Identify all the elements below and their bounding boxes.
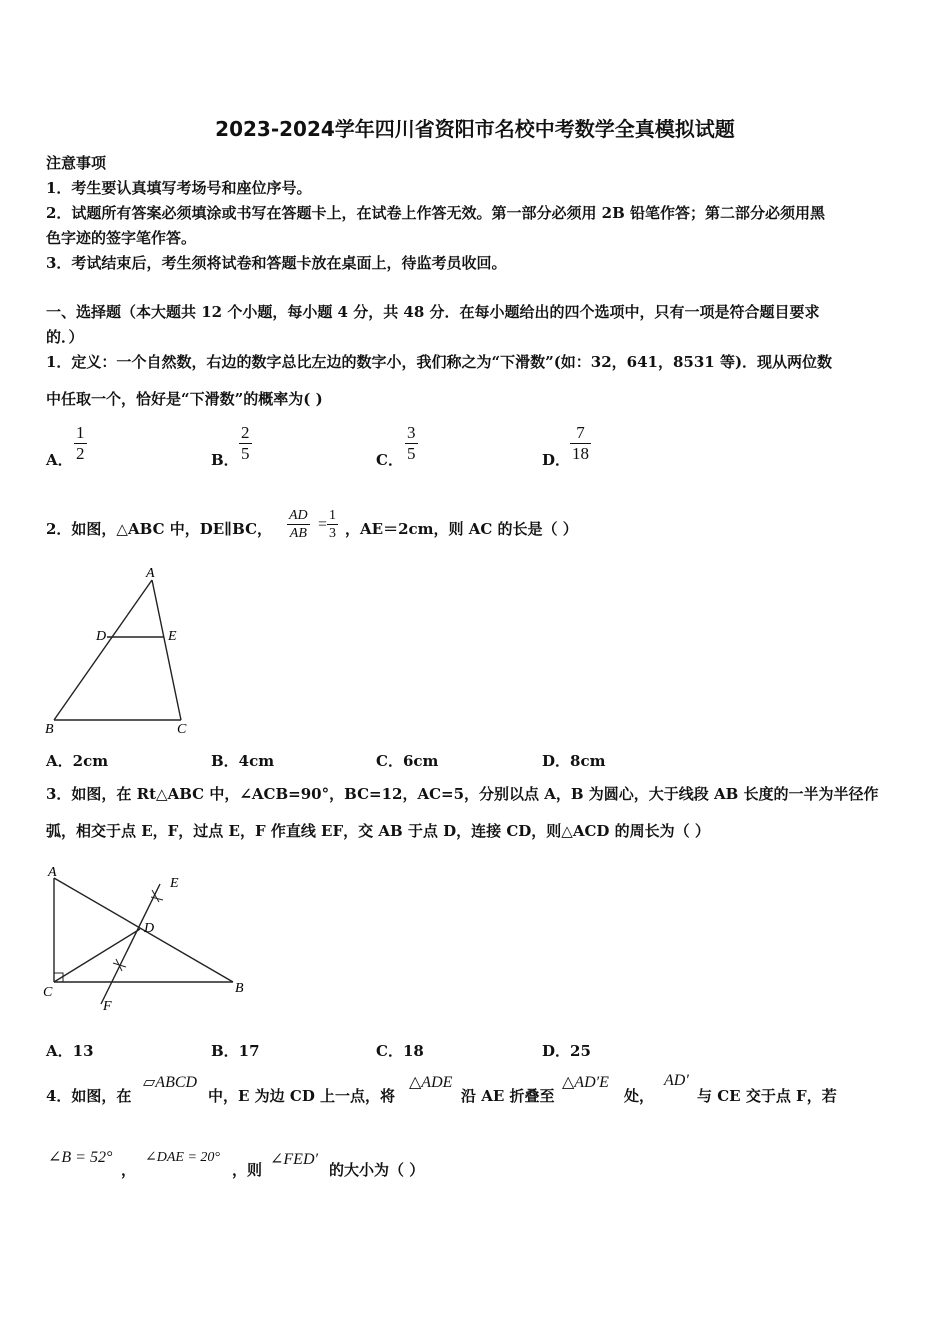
q2-side-ab (54, 580, 152, 720)
q1-option-b-label: B． (211, 451, 239, 469)
q3-option-a: A．13 (46, 1042, 94, 1060)
page-title: 2023-2024学年四川省资阳市名校中考数学全真模拟试题 (215, 117, 735, 141)
section-heading-cont: 的．） (46, 328, 84, 346)
q1-option-b-fraction: 2 5 (241, 423, 250, 463)
q2-option-a: A．2cm (46, 752, 109, 770)
q2-text-prefix: 2．如图，△ABC 中，DE∥BC， (46, 520, 273, 538)
q2-side-ac (152, 580, 181, 720)
q3-label-a: A (48, 865, 57, 880)
q1-option-c-fraction: 3 5 (407, 423, 416, 463)
q3-option-c: C．18 (376, 1042, 424, 1060)
q4-math-angle-fed: ∠FED′ (270, 1151, 319, 1168)
q1-text-cont: 中任取一个，恰好是“下滑数”的概率为( ) (46, 390, 323, 408)
q3-label-c: C (43, 985, 53, 1000)
q1-option-d-fraction: 7 18 (572, 423, 589, 463)
q4-math-parallelogram: ▱ABCD (143, 1074, 198, 1091)
q1-text: 1．定义：一个自然数，右边的数字总比左边的数字小，我们称之为“下滑数”(如：32，641，8531 等)．现从两位数 (46, 353, 833, 371)
q1-option-a-fraction: 1 2 (76, 423, 85, 463)
q3-label-e: E (170, 876, 179, 891)
q2-text-suffix: ，AE＝2cm，则 AC 的长是（ ） (345, 520, 578, 538)
q2-equals: = (318, 516, 328, 533)
q3-triangle-figure (40, 864, 260, 1014)
q4-math-angle-b: ∠B = 52° (48, 1149, 113, 1166)
q4-math-triangle-adpe: △AD′E (562, 1074, 609, 1091)
q3-label-f: F (103, 999, 112, 1014)
q3-text-cont: 弧，相交于点 E，F，过点 E，F 作直线 EF，交 AB 于点 D，连接 CD，则△ACD 的周长为（ ） (46, 822, 710, 840)
q3-option-b: B．17 (211, 1042, 260, 1060)
q3-line-ef (101, 884, 160, 1004)
q3-segment-cd (54, 929, 140, 982)
q3-option-d: D．25 (542, 1042, 591, 1060)
q2-label-b: B (45, 722, 54, 737)
notice-item: 3．考试结束后，考生须将试卷和答题卡放在桌面上，待监考员收回。 (46, 254, 507, 272)
q4-text-4: 处， (624, 1087, 655, 1105)
q4-text-1: 4．如图，在 (46, 1087, 132, 1105)
q4-text-5: 与 CE 交于点 F，若 (697, 1087, 837, 1105)
q4-text-2: 中，E 为边 CD 上一点，将 (208, 1087, 396, 1105)
q4-math-adp: AD′ (664, 1072, 689, 1089)
notice-item: 2．试题所有答案必须填涂或书写在答题卡上，在试卷上作答无效。第一部分必须用 2B 铅笔作答；第二部分必须用黑 (46, 204, 826, 222)
q4-text-6: ， (121, 1161, 137, 1179)
q2-option-d: D．8cm (542, 752, 606, 770)
q4-math-triangle-ade: △ADE (409, 1074, 453, 1091)
q2-label-c: C (177, 722, 187, 737)
q4-math-angle-dae: ∠DAE = 20° (145, 1150, 220, 1165)
q1-option-d-label: D． (542, 451, 571, 469)
q3-label-d: D (144, 921, 155, 936)
q2-label-a: A (146, 566, 155, 581)
q2-ratio-fraction: AD AB (289, 508, 308, 541)
q3-text: 3．如图，在 Rt△ABC 中，∠ACB=90°，BC=12，AC=5，分别以点 A，B 为圆心，大于线段 AB 长度的一半为半径作 (46, 785, 879, 803)
q3-label-b: B (235, 981, 244, 996)
q4-text-8: 的大小为（ ） (329, 1161, 425, 1179)
q4-text-3: 沿 AE 折叠至 (461, 1087, 555, 1105)
q2-triangle-figure (40, 560, 210, 740)
q1-option-c-label: C． (376, 451, 403, 469)
q2-ratio-value: 1 3 (329, 508, 336, 541)
notice-item: 色字迹的签字笔作答。 (46, 229, 197, 247)
q4-text-7: ，则 (232, 1161, 263, 1179)
section-heading: 一、选择题（本大题共 12 个小题，每小题 4 分，共 48 分．在每小题给出的四个选项中，只有一项是符合题目要求 (46, 303, 820, 321)
q2-label-e: E (168, 629, 177, 644)
notice-heading: 注意事项 (46, 154, 107, 172)
notice-item: 1．考生要认真填写考场号和座位序号。 (46, 179, 312, 197)
q2-option-c: C．6cm (376, 752, 439, 770)
q1-option-a-label: A． (46, 451, 73, 469)
q2-option-b: B．4cm (211, 752, 275, 770)
q2-label-d: D (96, 629, 107, 644)
